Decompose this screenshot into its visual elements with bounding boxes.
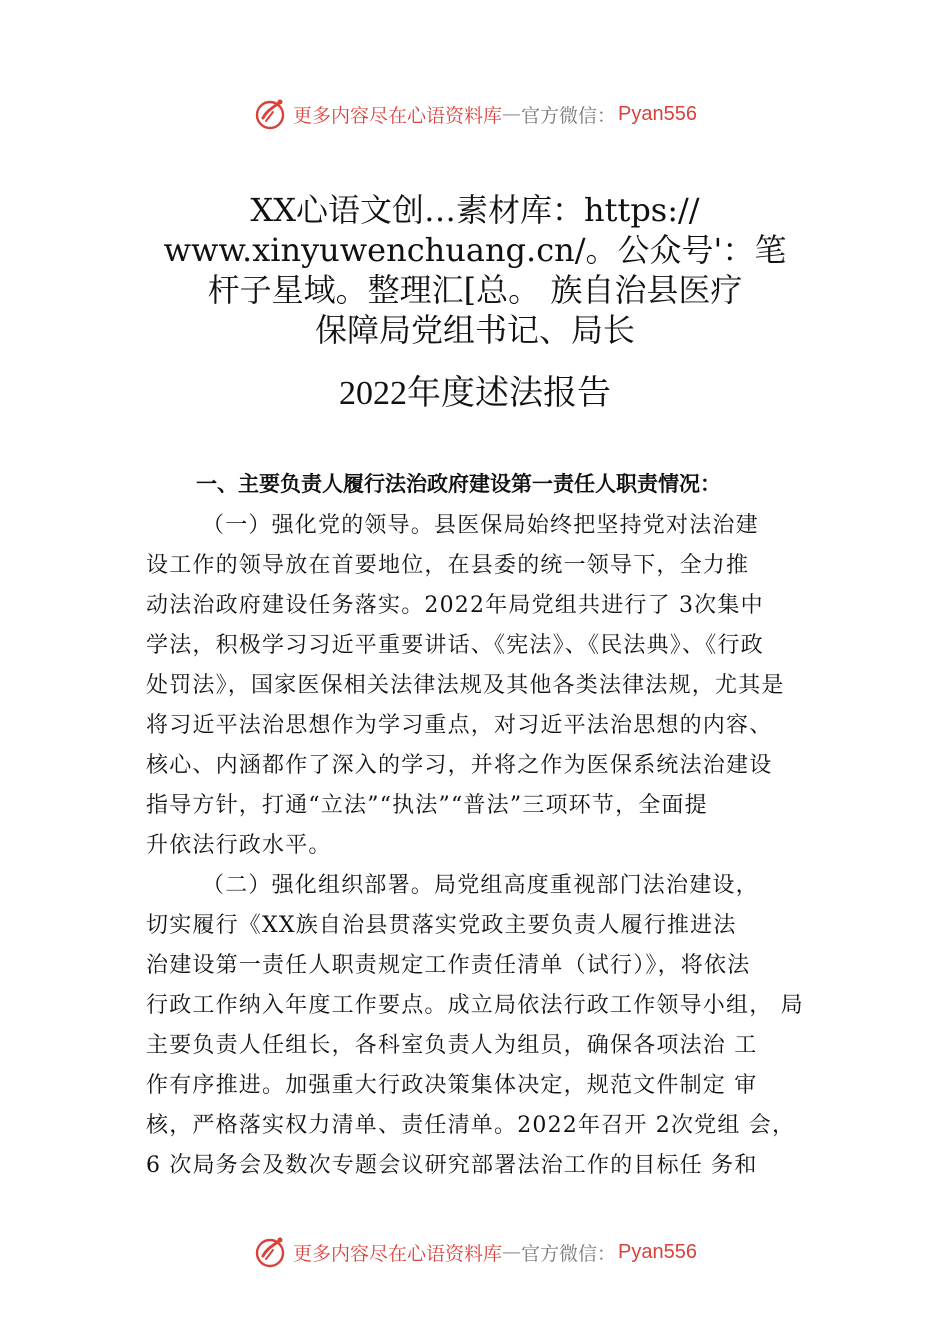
banner-wechat-label: 官方微信： [521, 1242, 617, 1265]
section-heading: 一、主要负责人履行法治政府建设第一责任人职责情况： [196, 472, 721, 496]
paragraph-line: 将习近平法治思想作为学习重点，对习近平法治思想的内容、 [146, 713, 773, 738]
paragraph-line: 指导方针，打通“立法”“执法”“普法”三项环节，全面提 [146, 793, 708, 818]
paragraph-line: 切实履行《XX族自治县贯落实党政主要负责人履行推进法 [146, 913, 737, 938]
paragraph-line: 学法，积极学习习近平重要讲话、《宪法》、《民法典》、《行政 [146, 633, 764, 658]
paragraph-line: 6 次局务会及数次专题会议研究部署法治工作的目标任 务和 [146, 1153, 758, 1178]
body-text [146, 506, 826, 1186]
paragraph-line: 治建设第一责任人职责规定工作责任清单（试行）》，将依法 [146, 953, 751, 978]
banner-separator: — [502, 1241, 522, 1263]
paragraph-line: 主要负责人任组长，各科室负责人为组员，确保各项法治 工 [146, 1033, 758, 1058]
paragraph-line: （一）强化党的领导。县医保局始终把坚持党对法治建 [202, 513, 759, 538]
banner-wechat-id: Pyan556 [618, 102, 697, 125]
paragraph-line: （二）强化组织部署。局党组高度重视部门法治建设， [202, 873, 759, 898]
paragraph-line: 核心、内涵都作了深入的学习，并将之作为医保系统法治建设 [146, 753, 773, 778]
banner-main-text: 更多内容尽在心语资料库 [293, 1242, 503, 1265]
document-subtitle: 2022年度述法报告 [339, 375, 611, 412]
logo-icon [253, 1234, 289, 1270]
banner-separator: — [502, 103, 522, 125]
banner-wechat-label: 官方微信： [521, 104, 617, 127]
banner-main-text: 更多内容尽在心语资料库 [293, 104, 503, 127]
paragraph-line: 设工作的领导放在首要地位，在县委的统一领导下，全力推 [146, 553, 750, 578]
logo-icon [253, 96, 289, 132]
footer-banner [0, 1232, 950, 1272]
paragraph-line: 处罚法》，国家医保相关法律法规及其他各类法律法规，尤其是 [146, 673, 785, 698]
paragraph-line: 作有序推进。加强重大行政决策集体决定，规范文件制定 审 [146, 1073, 758, 1098]
banner-wechat-id: Pyan556 [618, 1240, 697, 1263]
title-line: 保障局党组书记、局长 [314, 311, 635, 349]
header-banner [0, 94, 950, 134]
document-title [120, 190, 830, 350]
paragraph-line: 升依法行政水平。 [146, 833, 332, 858]
paragraph-line: 动法治政府建设任务落实。2022年局党组共进行了 3次集中 [146, 593, 764, 618]
title-line: www.xinyuwenchuang.cn/。公众号'：笔 [163, 231, 787, 269]
paragraph-line: 核，严格落实权力清单、责任清单。2022年召开 2次党组 会， [146, 1113, 796, 1138]
paragraph-line: 行政工作纳入年度工作要点。成立局依法行政工作领导小组， 局 [146, 993, 804, 1018]
title-line: XX心语文创…素材库：https:// [250, 191, 700, 229]
title-line: 杆子星域。整理汇[总。 族自治县医疗 [207, 271, 743, 309]
